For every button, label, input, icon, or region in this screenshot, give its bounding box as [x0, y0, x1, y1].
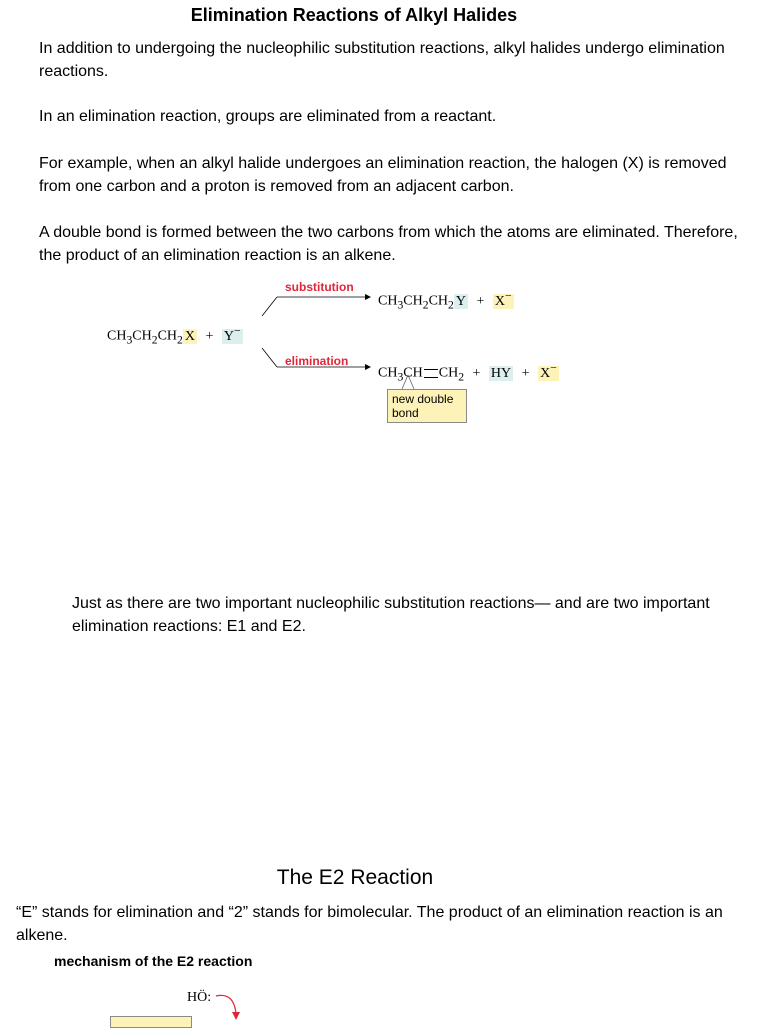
elimination-product: $CH_3CH$ $CH_2$ + HY + X− [378, 361, 557, 384]
curved-arrow-icon [214, 992, 244, 1024]
substitution-label: substitution [285, 280, 354, 294]
page-title: Elimination Reactions of Alkyl Halides [190, 5, 518, 25]
elimination-arrow-diagonal [262, 348, 277, 367]
paragraph-double-bond: A double bond is formed between the two carbons from which the atoms are eliminated. Therefore, the product of an elimination reaction is an alkene. [39, 224, 738, 264]
halogen-x: X [184, 328, 195, 344]
substitution-arrow-diagonal [262, 297, 277, 316]
paragraph-intro: In addition to undergoing the nucleophilic substitution reactions, alkyl halides undergo elimination reactions. [39, 40, 725, 80]
reaction-scheme [0, 275, 768, 435]
elimination-arrowhead [365, 364, 371, 370]
paragraph-e1-e2: Just as there are two important nucleophilic substitution reactions— and are two important elimination reactions: E1 and E2. [72, 595, 710, 635]
reactant: $CH_3CH_2CH_2$ X + Y− [107, 324, 241, 347]
substitution-arrowhead [365, 294, 371, 300]
mechanism-label: mechanism of the E2 reaction [54, 953, 253, 969]
proton-callout-box [110, 1016, 192, 1028]
new-double-bond-callout: new double bond [387, 389, 467, 423]
elimination-label: elimination [285, 354, 349, 368]
section-title-e2: The E2 Reaction [276, 866, 434, 889]
double-bond-symbol [424, 369, 438, 378]
hydroxide-fragment: HÖ: [187, 990, 212, 1005]
substitution-product: $CH_3CH_2CH_2$ Y + X− [378, 289, 512, 312]
paragraph-e2-definition: “E” stands for elimination and “2” stands for bimolecular. The product of an elimination reaction is an alkene. [16, 904, 723, 944]
paragraph-definition: In an elimination reaction, groups are eliminated from a reactant. [39, 108, 497, 125]
reagent-y: Y− [223, 324, 241, 344]
paragraph-example: For example, when an alkyl halide undergoes an elimination reaction, the halogen (X) is removed from one carbon and a proton is removed from an adjacent carbon. [39, 155, 727, 195]
